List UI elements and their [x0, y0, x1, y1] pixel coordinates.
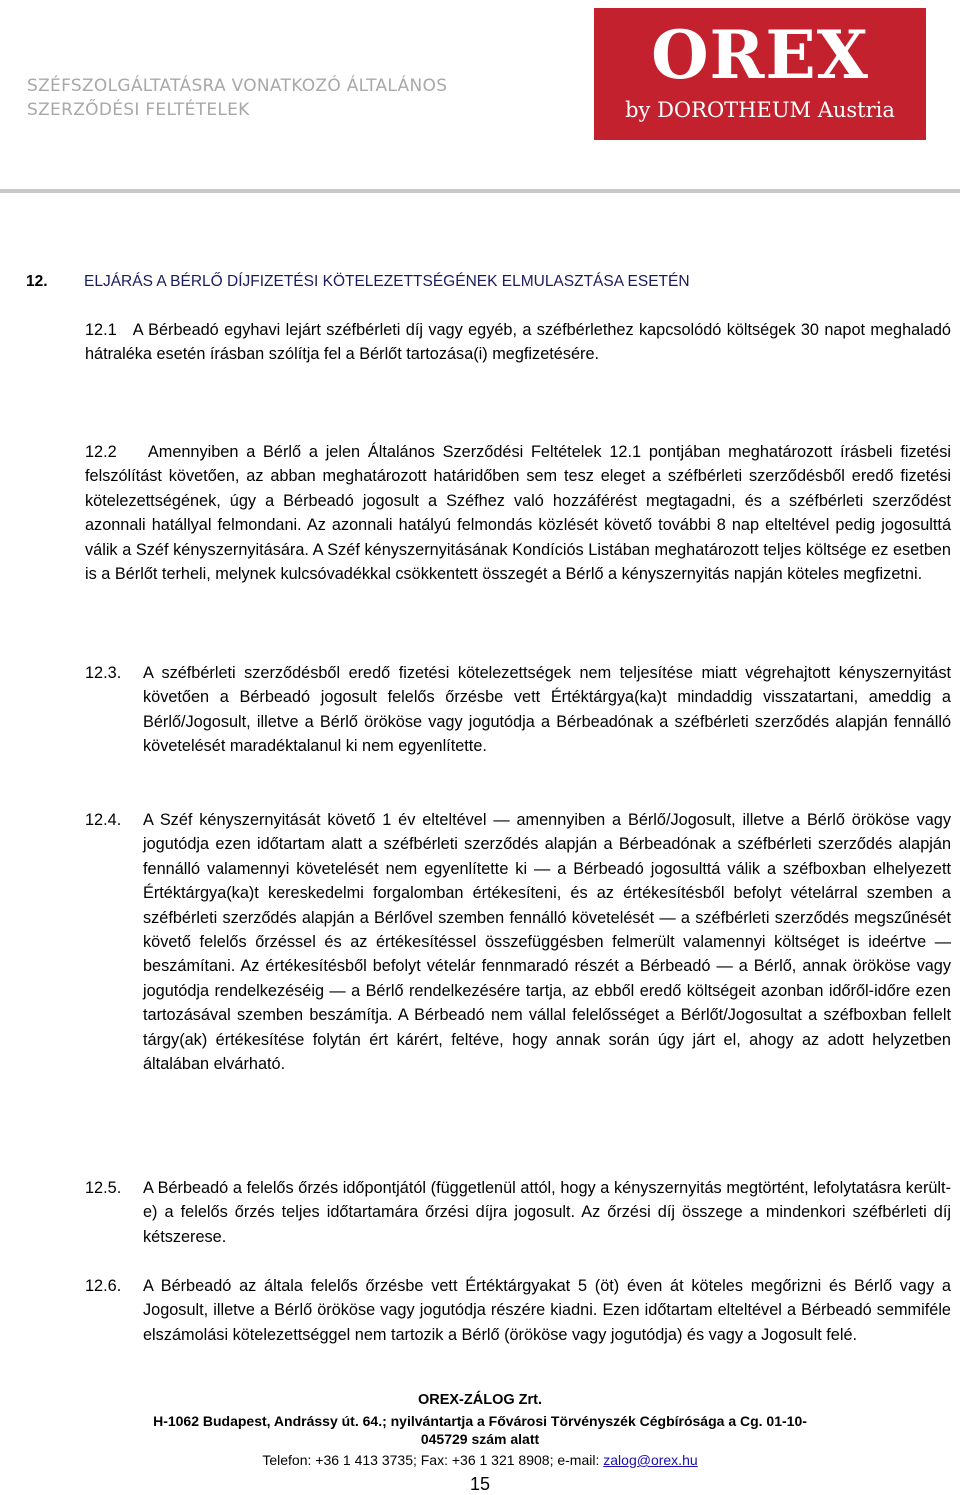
document-title-line-2: SZERZŐDÉSI FELTÉTELEK: [27, 100, 250, 120]
clause-body: A Bérbeadó az általa felelős őrzésbe vett Értéktárgyakat 5 (öt) éven át köteles megőrizni és Bérlő vagy a Jogosult, illetve a Bérlő örököse vagy jogutódja részére kiadni. Ezen időtartam elteltével a Bérbeadó semmiféle elszámolási kötelezettséggel nem tartozik a Bérlő (örököse vagy jogutódja) és vagy a Jogosult felé.: [143, 1277, 951, 1344]
section-title: ELJÁRÁS A BÉRLŐ DÍJFIZETÉSI KÖTELEZETTSÉGÉNEK ELMULASZTÁSA ESETÉN: [84, 273, 690, 290]
clause-number: 12.2: [85, 443, 117, 461]
footer-address-line-2: 045729 szám alatt: [420, 1431, 540, 1447]
clause-body: A Széf kényszernyitását követő 1 év elteltével — amennyiben a Bérlő/Jogosult, illetve a Bérlő örököse vagy jogutódja ezen időtartam alatt a széfbérleti szerződés alapján a Bérbeadónak a széfbérleti szerződés alapján fennálló valamennyi követelését nem egyenlítette ki — a Bérbeadó jogosulttá válik a széfboxban elhelyezett Értéktárgya(ka)t kereskedelmi forgalomban értékesíteni, és az értékesítésből befolyt vételárral szemben a széfbérleti szerződés alapján a Bérlővel szemben fennálló követelését — a széfbérleti szerződés megszűnését követő felelős őrzéssel és az értékesítéssel összefüggésben felmerült valamennyi költséget is ideértve — beszámítani. Az értékesítésből befolyt vételár fennmaradó részét a Bérbeadó — a Bérlő, annak örököse vagy jogutódja rendelkezéséig — a Bérlő rendelkezésére tartja, az ebből eredő költségeit azonban időről-időre ezen tartozásával szemben beszámítja. A Bérbeadó nem vállal felelősséget a Bérlőt/Jogosultat a széfboxban fellelt tárgy(ak) értékesítése folytán ért kárért, feltéve, hogy annak során úgy járt el, ahogy az adott helyzetben általában elvárható.: [143, 811, 951, 1074]
clause-body: A széfbérleti szerződésből eredő fizetési kötelezettségek nem teljesítése miatt végrehajtott kényszernyitást követően a Bérbeadó jogosult felelős őrzésbe vett Értéktárgya(ka)t mindaddig visszatartani, ameddig a Bérlő/Jogosult, illetve a Bérlő örököse vagy jogutódja a Bérbeadónak a széfbérleti szerződés alapján fennálló követelését maradéktalanul ki nem egyenlítette.: [143, 664, 951, 756]
header-divider: [0, 189, 960, 193]
footer-address-line-1: H-1062 Budapest, Andrássy út. 64.; nyilvántartja a Fővárosi Törvényszék Cégbírósága a Cg. 01-10-: [153, 1413, 807, 1429]
clause-number: 12.3.: [85, 664, 122, 682]
orex-logo: [594, 8, 926, 140]
footer-contact-text: Telefon: +36 1 413 3735; Fax: +36 1 321 8908; e-mail:: [262, 1452, 604, 1468]
logo-wordmark: OREX: [651, 16, 869, 94]
page-header: [0, 0, 960, 190]
clause-body: A Bérbeadó egyhavi lejárt széfbérleti díj vagy egyéb, a széfbérlethez kapcsolódó költségek 30 napot meghaladó hátraléka esetén írásban szólítja fel a Bérlőt tartozása(i) megfizetésére.: [85, 321, 951, 364]
page-number: 15: [469, 1474, 491, 1494]
document-title: [27, 74, 447, 122]
clause-body: A Bérbeadó a felelős őrzés időpontjától (függetlenül attól, hogy a kényszernyitás megtörtént, lefolytatásra került-e) a felelős őrzés teljes időtartamára őrzési díjra jogosult. Az őrzési díj összege a mindenkori széfbérleti díj kétszerese.: [143, 1179, 951, 1246]
clause-text: [85, 440, 951, 586]
clause-number: 12.5.: [85, 1179, 122, 1197]
document-title-line-1: SZÉFSZOLGÁLTATÁSRA VONATKOZÓ ÁLTALÁNOS: [27, 76, 448, 96]
logo-tagline: by DOROTHEUM Austria: [625, 98, 895, 122]
clause-number: 12.6.: [85, 1277, 122, 1295]
clause-text: [85, 318, 951, 367]
clause-body: Amennyiben a Bérlő a jelen Általános Szerződési Feltételek 12.1 pontjában meghatározott írásbeli fizetési felszólítást követően, az abban meghatározott határidőben sem tesz eleget a széfbérleti szerződésből eredő fizetési kötelezettségének, úgy a Bérbeadó jogosult a Széfhez való hozzáférést megtagadni, és a széfbérleti szerződést azonnali hatállyal felmondani. Az azonnali hatályú felmondás közlését követő további 8 nap elteltével pedig jogosulttá válik a Széf kényszernyitására. A Széf kényszernyitásának Kondíciós Listában meghatározott teljes költsége ez esetben is a Bérlőt terheli, melynek kulcsóvadékkal csökkentett összegét a Bérlő a kényszernyitás napján köteles megfizetni.: [85, 443, 951, 584]
clause-number: 12.4.: [85, 811, 122, 829]
footer-company: OREX-ZÁLOG Zrt.: [417, 1392, 543, 1408]
page-footer: [0, 1390, 960, 1471]
clause-number: 12.1: [85, 321, 117, 339]
footer-contact: [0, 1450, 960, 1471]
footer-email-link[interactable]: zalog@orex.hu: [603, 1452, 698, 1468]
section-number: 12.: [26, 273, 48, 290]
